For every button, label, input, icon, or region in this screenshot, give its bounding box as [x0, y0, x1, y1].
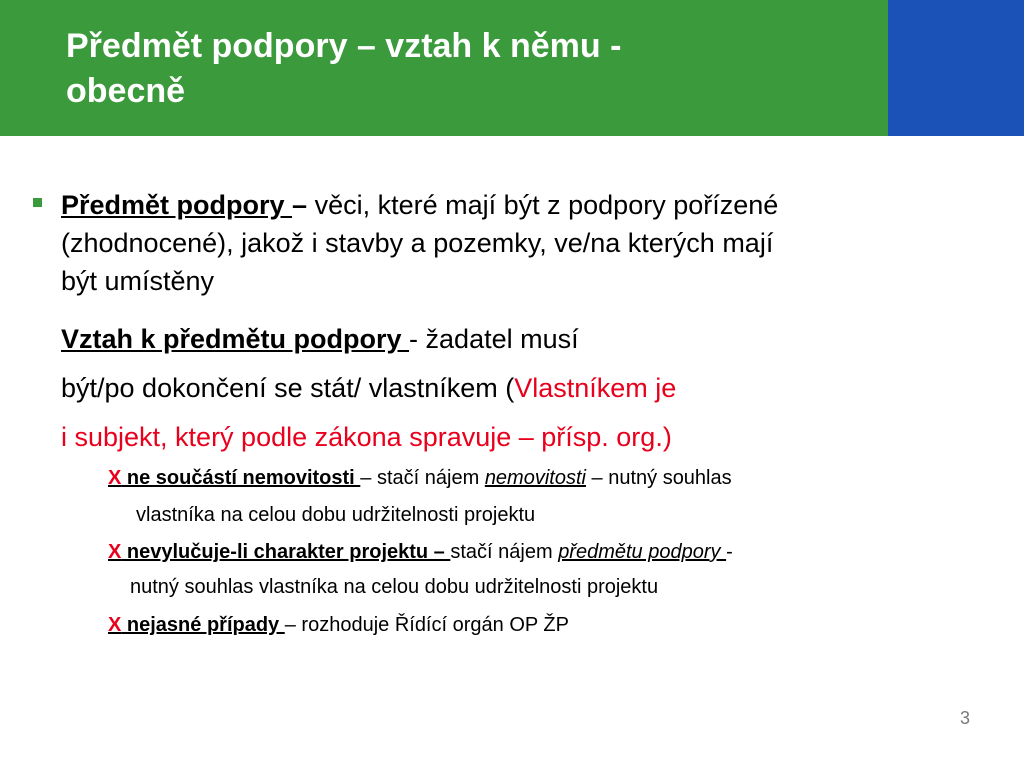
case-1-term: ne součástí nemovitosti	[121, 467, 361, 489]
title-bar-accent	[888, 0, 1024, 136]
case-1-text-b: – nutný souhlas	[585, 467, 732, 489]
case-2-continuation: nutný souhlas vlastníka na celou dobu udržitelnosti projektu	[130, 576, 659, 598]
case-2-term: nevylučuje-li charakter projektu –	[121, 541, 451, 563]
case-2-line	[108, 538, 733, 566]
case-1-marker: X	[108, 467, 122, 489]
definition-line-1	[61, 186, 981, 224]
definition-paragraph	[61, 186, 981, 300]
case-3-text-a: – rozhoduje Řídící orgán OP ŽP	[284, 614, 569, 636]
slide-title-line-1: Předmět podpory – vztah k němu -	[66, 27, 622, 65]
square-bullet-icon	[33, 198, 42, 207]
case-2-emphasis	[108, 541, 450, 563]
relation-term: Vztah k předmětu podpory	[61, 324, 410, 354]
page-number: 3	[959, 708, 970, 728]
definition-term: Předmět podpory	[61, 190, 293, 220]
relation-red-text-2: i subjekt, který podle zákona spravuje – přísp. org.)	[61, 422, 672, 452]
definition-dash: –	[292, 190, 308, 220]
case-1-continuation: vlastníka na celou dobu udržitelnosti projektu	[136, 504, 536, 526]
case-2-marker: X	[108, 541, 122, 563]
case-3-marker: X	[108, 614, 122, 636]
definition-text-1: věci, které mají být z podpory pořízené	[307, 190, 779, 220]
relation-line-1	[61, 320, 579, 358]
title-bar	[0, 0, 888, 136]
slide-title	[66, 24, 866, 114]
relation-line-2	[61, 369, 676, 407]
definition-line-2: (zhodnocené), jakož i stavby a pozemky, ve/na kterých mají	[61, 228, 774, 258]
case-1-emphasis	[108, 467, 360, 489]
case-2-italic: předmětu podpory	[558, 541, 727, 563]
definition-line-3: být umístěny	[61, 266, 215, 296]
case-1-line	[108, 464, 732, 492]
case-1-text-a: – stačí nájem	[360, 467, 485, 489]
case-3-term: nejasné případy	[121, 614, 285, 636]
case-2-text-a: stačí nájem	[450, 541, 559, 563]
relation-red-text-1: Vlastníkem je	[514, 373, 677, 403]
relation-text-1: - žadatel musí	[409, 324, 579, 354]
case-3-emphasis	[108, 614, 285, 636]
case-2-text-b: -	[726, 541, 733, 563]
slide-title-line-2: obecně	[66, 72, 186, 110]
case-3-line	[108, 611, 569, 639]
relation-text-2: být/po dokončení se stát/ vlastníkem (	[61, 373, 515, 403]
case-1-italic: nemovitosti	[484, 467, 586, 489]
relation-line-3	[61, 418, 672, 456]
